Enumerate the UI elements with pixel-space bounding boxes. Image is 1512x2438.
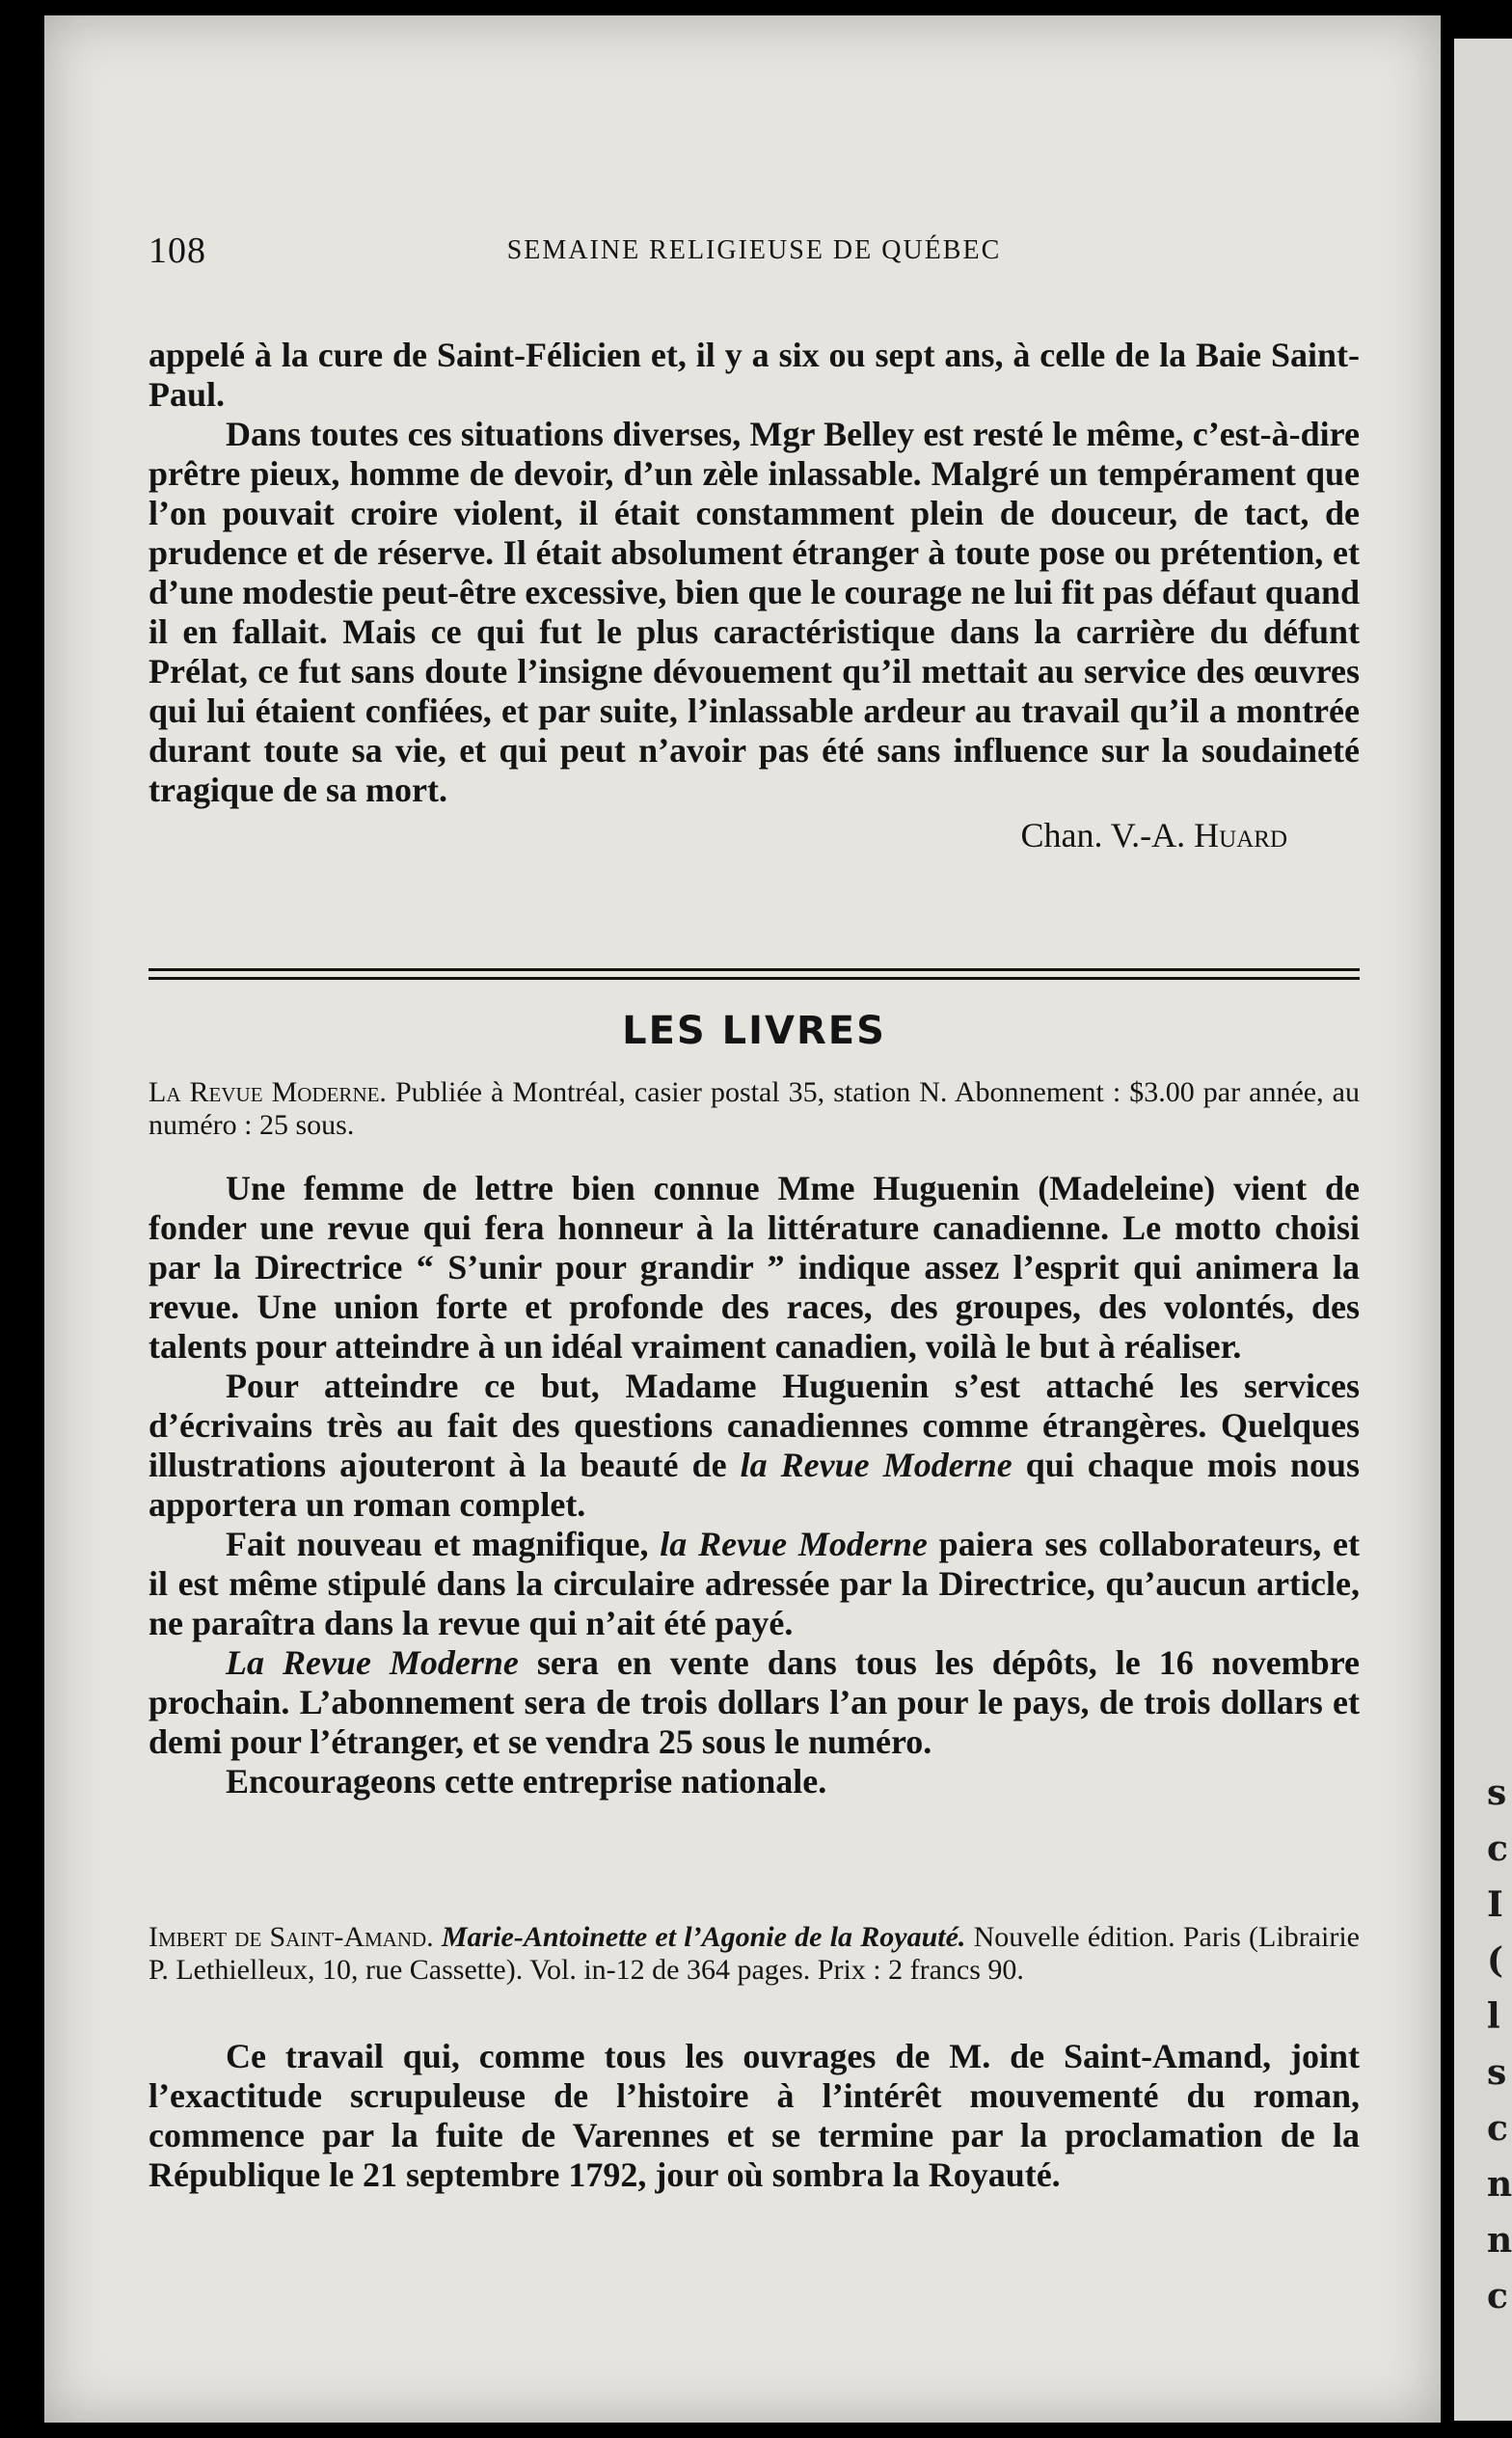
facing-fragment: n [1487,2164,1512,2205]
obituary-text [148,336,1360,855]
signature-prefix: Chan. V.-A. [1020,816,1195,854]
book-1-paragraph-4-b: sera en vente dans tous les dépôts, le 16 novembre prochain. L’abonnement sera de trois dollars l’an pour le pays, de trois dollars et demi pour l’étranger, et se vendra 25 sous le numéro. [148,1643,1360,1761]
facing-fragment: s [1487,1773,1507,1813]
book-1-entry-header [148,1076,1360,1142]
facing-fragment: l [1487,1996,1500,2037]
facing-fragment: c [1487,2276,1508,2316]
section-title: LES LIVRES [622,1009,886,1053]
page-number: 108 [148,230,206,271]
facing-fragment: c [1487,2108,1508,2149]
book-1-paragraph-2 [148,1367,1360,1525]
book-1-paragraph-1: Une femme de lettre bien connue Mme Huguenin (Madeleine) vient de fonder une revue qui fera honneur à la littérature canadienne. Le motto choisi par la Directrice “ S’unir pour grandir ” indique assez l’esprit qui animera la revue. Une union forte et profonde des races, des groupes, des volontés, des talents pour atteindre à un idéal vraiment canadien, voilà le but à réaliser. [148,1169,1360,1366]
double-rule-divider [148,968,1360,980]
book-2-details: Nouvelle édition. Paris (Librairie P. Lethielleux, 10, rue Cassette). Vol. in-12 de 364 pages. Prix : 2 francs 90. [148,1921,1360,1986]
facing-fragment: ( [1487,1940,1504,1981]
facing-fragment: c [1487,1828,1508,1869]
book-2-entry-header [148,1921,1360,1987]
obituary-paragraph-2: Dans toutes ces situations diverses, Mgr Belley est resté le même, c’est-à-dire prêtre pieux, homme de devoir, d’un zèle inlassable. Malgré un tempérament que l’on pouvait croire violent, il était constamment plein de douceur, de tact, de prudence et de réserve. Il était absolument étranger à toute pose ou prétention, et d’une modestie peut-être excessive, bien que le courage ne lui fit pas défaut quand il en fallait. Mais ce qui fut le plus caractéristique dans la carrière du défunt Prélat, ce fut sans doute l’insigne dévouement qu’il mettait au service des œuvres qui lui étaient confiées, et par suite, l’inlassable ardeur au travail qu’il a montrée durant toute sa vie, et qui peut n’avoir pas été sans influence sur la soudaineté tragique de sa mort. [148,415,1360,809]
running-header [148,230,1360,278]
obituary-paragraph-1: appelé à la cure de Saint-Félicien et, il y a six ou sept ans, à celle de la Baie Saint-Paul. [148,336,1360,414]
book-1-paragraph-4 [148,1643,1360,1762]
book-1-paragraph-2-emphasis: la Revue Moderne [740,1446,1012,1484]
book-2-author: Imbert de Saint-Amand. [148,1921,434,1953]
book-1-paragraph-4-emphasis: La Revue Moderne [226,1643,519,1682]
page [44,15,1441,2423]
book-1-paragraph-2-b: qui chaque mois nous apportera un roman complet. [148,1446,1360,1524]
obituary-signature [148,816,1360,855]
book-1-paragraph-2-a: Pour atteindre ce but, Madame Huguenin s’est attaché les services d’écrivains très au fait des questions canadiennes comme étrangères. Quelques illustrations ajouteront à la beauté de [148,1367,1360,1484]
running-title: SEMAINE RELIGIEUSE DE QUÉBEC [506,235,1002,265]
facing-fragment: I [1487,1884,1503,1925]
book-1-paragraph-3 [148,1525,1360,1643]
book-1-paragraph-3-emphasis: la Revue Moderne [660,1525,928,1563]
book-1-review [148,1169,1360,1801]
signature-name: Huard [1194,816,1287,854]
book-1-details: Publiée à Montréal, casier postal 35, station N. Abonnement : $3.00 par année, au numéro : 25 sous. [148,1076,1360,1141]
facing-fragment: n [1487,2220,1512,2261]
book-2-title: Marie-Antoinette et l’Agonie de la Royauté. [441,1921,966,1953]
book-1-paragraph-3-b: paiera ses collaborateurs, et il est même stipulé dans la circulaire adressée par la Directrice, qu’aucun article, ne paraîtra dans la revue qui n’ait été payé. [148,1525,1361,1642]
book-2-review [148,2037,1360,2195]
book-2-paragraph-1: Ce travail qui, comme tous les ouvrages de M. de Saint-Amand, joint l’exactitude scrupuleuse de l’histoire à l’intérêt mouvementé du roman, commence par la fuite de Varennes et se termine par la proclamation de la République le 21 septembre 1792, jour où sombra la Royauté. [148,2037,1360,2194]
book-1-title: La Revue Moderne. [148,1076,387,1108]
facing-fragment: s [1487,2052,1507,2093]
facing-page-fragments [1487,1765,1512,2324]
book-1-paragraph-5: Encourageons cette entreprise nationale. [226,1762,827,1801]
book-1-paragraph-3-a: Fait nouveau et magnifique, [226,1525,661,1563]
